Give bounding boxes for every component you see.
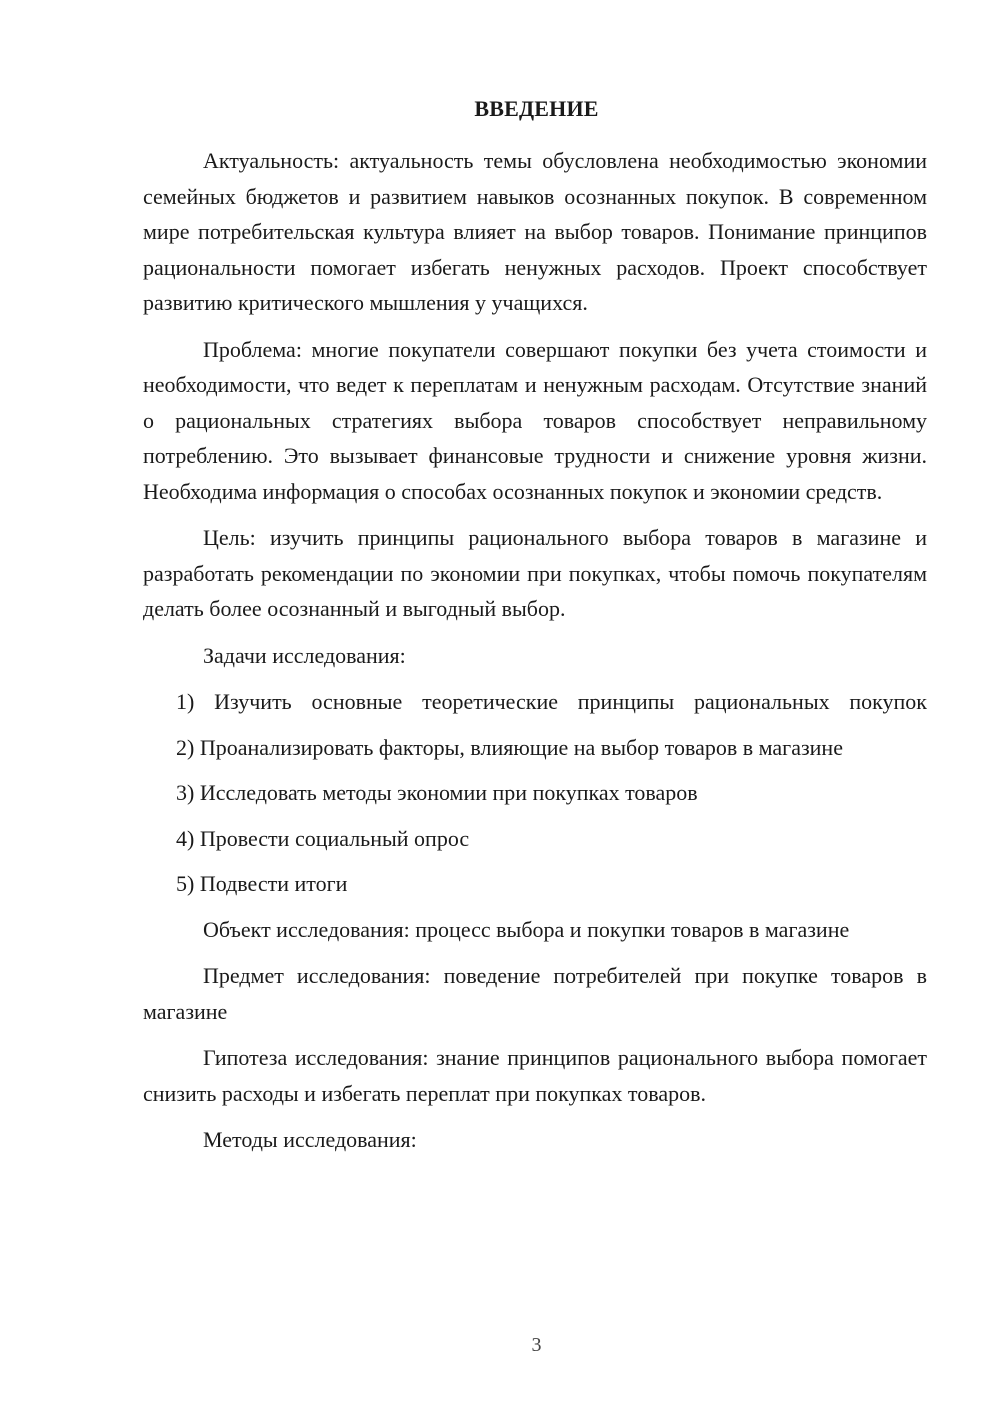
page-number: 3 [531,1334,542,1356]
section-heading: ВВЕДЕНИЕ [474,96,599,121]
relevance-paragraph: Актуальность: актуальность темы обусловлена необходимостью экономии семейных бюджетов и развитием навыков осознанных покупок. В современном мире потребительская культура влияет на выбор товаров. Понимание принципов рациональности помогает избегать ненужных расходов. Проект способствует развитию критического мышления у учащихся. [143,148,927,315]
body-text [143,143,927,1169]
task-item-1: 1) Изучить основные теоретические принципы рациональных покупок [176,689,927,714]
task-item-5: 5) Подвести итоги [176,871,348,896]
methods-paragraph: Методы исследования: [203,1127,417,1152]
task-item-2: 2) Проанализировать факторы, влияющие на выбор товаров в магазине [176,734,843,760]
goal-paragraph: Цель: изучить принципы рационального выбора товаров в магазине и разработать рекомендации по экономии при покупках, чтобы помочь покупателям делать более осознанный и выгодный выбор. [143,525,927,621]
tasks-intro: Задачи исследования: [203,642,406,668]
hypothesis-paragraph: Гипотеза исследования: знание принципов рационального выбора помогает снизить расходы и избегать переплат при покупках товаров. [143,1045,927,1106]
task-item-3: 3) Исследовать методы экономии при покупках товаров [176,780,698,805]
subject-paragraph: Предмет исследования: поведение потребителей при покупке товаров в магазине [143,963,927,1024]
task-item-4: 4) Провести социальный опрос [176,825,470,851]
problem-paragraph: Проблема: многие покупатели совершают покупки без учета стоимости и необходимости, что ведет к переплатам и ненужным расходам. Отсутствие знаний о рациональных стратегиях выбора товаров способствует неправильному потреблению. Это вызывает финансовые трудности и снижение уровня жизни. Необходима информация о способах осознанных покупок и экономии средств. [143,336,927,504]
object-paragraph: Объект исследования: процесс выбора и покупки товаров в магазине [203,916,850,942]
